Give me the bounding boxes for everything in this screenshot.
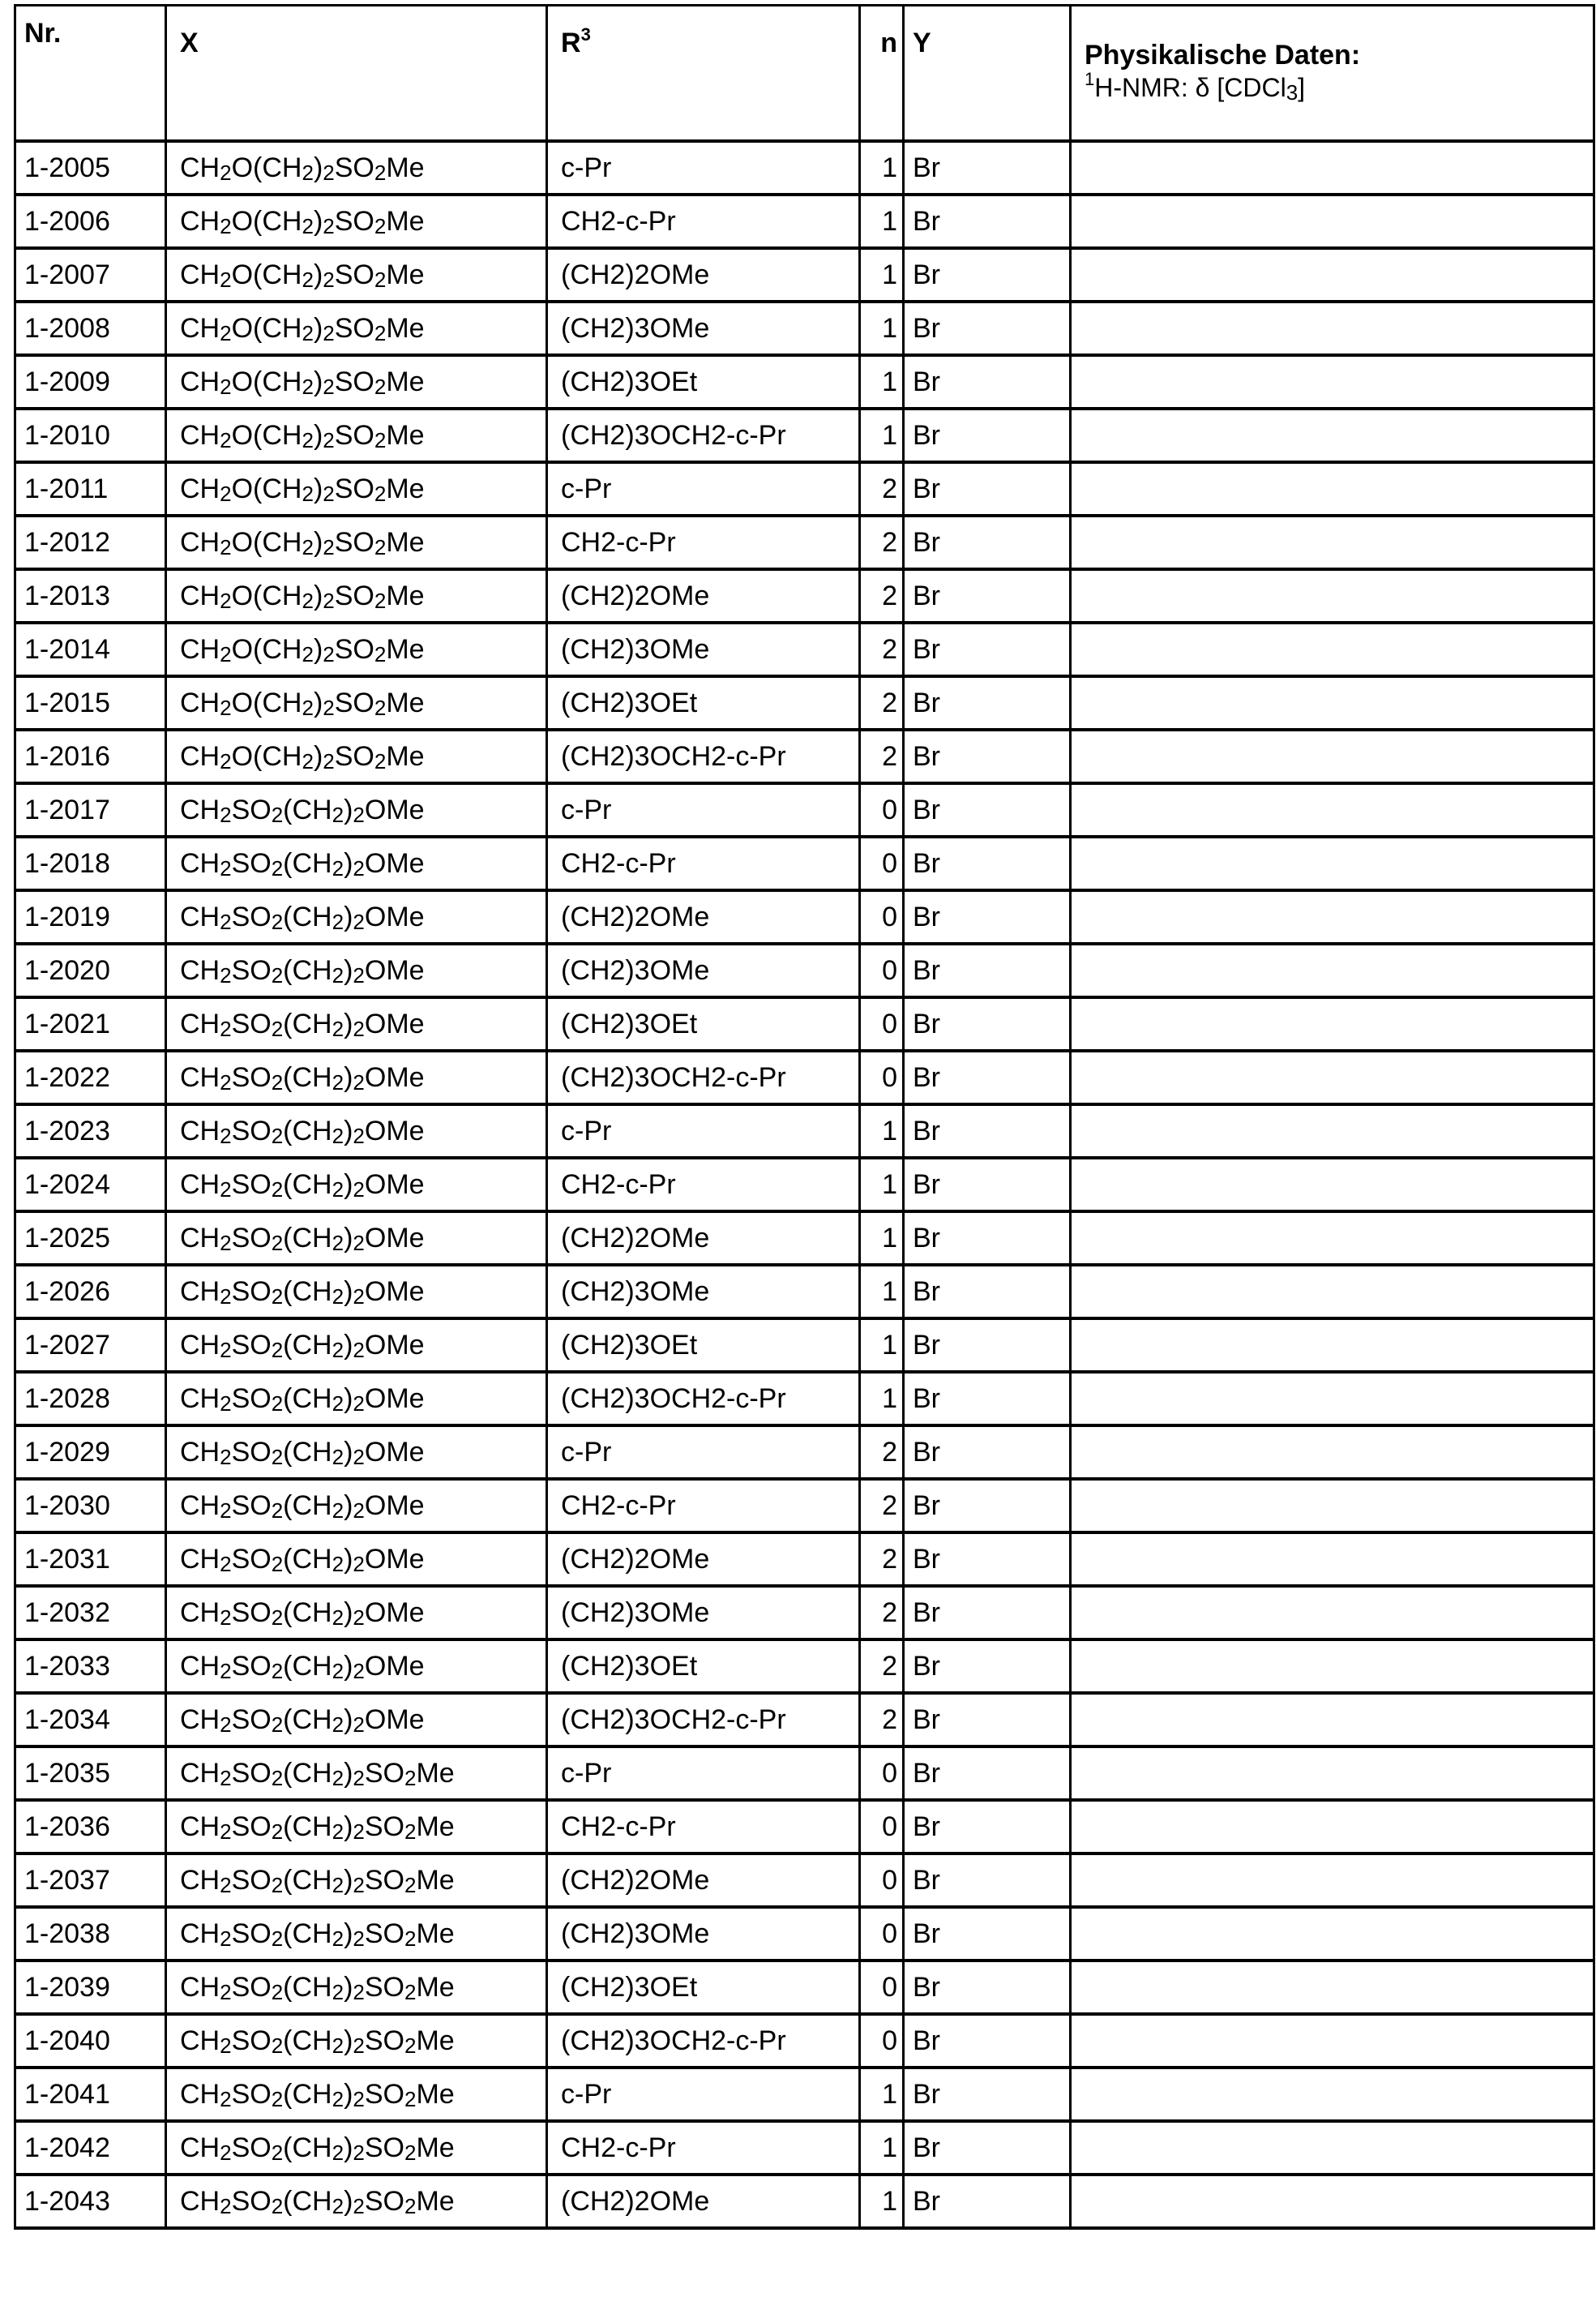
cell-n: 0 xyxy=(860,1907,904,1961)
cell-x: CH2SO2(CH2)2OMe xyxy=(166,1104,547,1158)
cell-x: CH2SO2(CH2)2SO2Me xyxy=(166,1907,547,1961)
cell-n: 0 xyxy=(860,783,904,837)
cell-y: Br xyxy=(904,1800,1071,1853)
cell-physical-data xyxy=(1071,783,1594,837)
cell-nr: 1-2024 xyxy=(15,1158,166,1211)
cell-physical-data xyxy=(1071,516,1594,569)
cell-nr: 1-2012 xyxy=(15,516,166,569)
cell-n: 2 xyxy=(860,569,904,623)
cell-r3: (CH2)3OCH2-c-Pr xyxy=(547,409,860,462)
cell-r3: (CH2)2OMe xyxy=(547,2175,860,2228)
header-r3-sup: 3 xyxy=(581,24,591,45)
cell-r3: (CH2)3OEt xyxy=(547,1639,860,1693)
cell-physical-data xyxy=(1071,569,1594,623)
cell-y: Br xyxy=(904,783,1071,837)
cell-y: Br xyxy=(904,409,1071,462)
cell-x: CH2SO2(CH2)2OMe xyxy=(166,1479,547,1532)
cell-x: CH2SO2(CH2)2SO2Me xyxy=(166,1961,547,2014)
cell-r3: (CH2)3OMe xyxy=(547,944,860,997)
cell-r3: c-Pr xyxy=(547,462,860,516)
cell-nr: 1-2011 xyxy=(15,462,166,516)
cell-y: Br xyxy=(904,1318,1071,1372)
cell-nr: 1-2018 xyxy=(15,837,166,890)
cell-r3: (CH2)3OMe xyxy=(547,1586,860,1639)
cell-n: 1 xyxy=(860,1318,904,1372)
cell-r3: (CH2)3OEt xyxy=(547,997,860,1051)
cell-nr: 1-2040 xyxy=(15,2014,166,2068)
cell-nr: 1-2019 xyxy=(15,890,166,944)
cell-r3: (CH2)3OCH2-c-Pr xyxy=(547,730,860,783)
table-row xyxy=(15,1479,1594,1532)
cell-n: 1 xyxy=(860,2068,904,2121)
cell-r3: c-Pr xyxy=(547,1425,860,1479)
cell-n: 1 xyxy=(860,2175,904,2228)
cell-physical-data xyxy=(1071,676,1594,730)
nmr-text: H-NMR: δ [CDCl xyxy=(1094,73,1286,102)
cell-y: Br xyxy=(904,2068,1071,2121)
cell-nr: 1-2038 xyxy=(15,1907,166,1961)
cell-x: CH2SO2(CH2)2OMe xyxy=(166,997,547,1051)
cell-physical-data xyxy=(1071,2175,1594,2228)
cell-physical-data xyxy=(1071,1158,1594,1211)
cell-n: 1 xyxy=(860,141,904,195)
cell-physical-data xyxy=(1071,462,1594,516)
table-row xyxy=(15,1265,1594,1318)
cell-r3: c-Pr xyxy=(547,2068,860,2121)
cell-x: CH2SO2(CH2)2OMe xyxy=(166,783,547,837)
table-row xyxy=(15,516,1594,569)
table-row xyxy=(15,248,1594,302)
cell-r3: CH2-c-Pr xyxy=(547,837,860,890)
cell-y: Br xyxy=(904,1853,1071,1907)
cell-x: CH2SO2(CH2)2OMe xyxy=(166,1318,547,1372)
cell-physical-data xyxy=(1071,837,1594,890)
cell-y: Br xyxy=(904,2014,1071,2068)
cell-x: CH2O(CH2)2SO2Me xyxy=(166,141,547,195)
cell-y: Br xyxy=(904,1479,1071,1532)
cell-n: 2 xyxy=(860,1639,904,1693)
cell-y: Br xyxy=(904,1051,1071,1104)
cell-nr: 1-2034 xyxy=(15,1693,166,1746)
cell-nr: 1-2008 xyxy=(15,302,166,355)
cell-r3: (CH2)3OCH2-c-Pr xyxy=(547,1372,860,1425)
cell-physical-data xyxy=(1071,409,1594,462)
header-x: X xyxy=(166,6,547,142)
cell-physical-data xyxy=(1071,2121,1594,2175)
cell-r3: (CH2)3OMe xyxy=(547,1907,860,1961)
cell-x: CH2SO2(CH2)2OMe xyxy=(166,1265,547,1318)
cell-physical-data xyxy=(1071,1372,1594,1425)
cell-nr: 1-2039 xyxy=(15,1961,166,2014)
cell-x: CH2SO2(CH2)2OMe xyxy=(166,1372,547,1425)
cell-x: CH2SO2(CH2)2SO2Me xyxy=(166,2014,547,2068)
cell-nr: 1-2005 xyxy=(15,141,166,195)
cell-y: Br xyxy=(904,1532,1071,1586)
table-row xyxy=(15,462,1594,516)
cell-r3: (CH2)3OCH2-c-Pr xyxy=(547,1051,860,1104)
cell-nr: 1-2013 xyxy=(15,569,166,623)
cell-x: CH2SO2(CH2)2OMe xyxy=(166,837,547,890)
cell-physical-data xyxy=(1071,195,1594,248)
cell-n: 1 xyxy=(860,195,904,248)
cell-physical-data xyxy=(1071,1907,1594,1961)
cell-nr: 1-2021 xyxy=(15,997,166,1051)
table-row xyxy=(15,676,1594,730)
cell-y: Br xyxy=(904,1586,1071,1639)
cell-r3: CH2-c-Pr xyxy=(547,1158,860,1211)
cell-x: CH2SO2(CH2)2OMe xyxy=(166,1693,547,1746)
cell-n: 2 xyxy=(860,1425,904,1479)
cell-physical-data xyxy=(1071,141,1594,195)
cell-nr: 1-2015 xyxy=(15,676,166,730)
cell-x: CH2O(CH2)2SO2Me xyxy=(166,569,547,623)
cell-r3: (CH2)2OMe xyxy=(547,569,860,623)
cell-nr: 1-2027 xyxy=(15,1318,166,1372)
table-row xyxy=(15,890,1594,944)
table-row xyxy=(15,1104,1594,1158)
cell-r3: (CH2)3OEt xyxy=(547,1318,860,1372)
cell-n: 1 xyxy=(860,1211,904,1265)
cell-y: Br xyxy=(904,1746,1071,1800)
cell-r3: (CH2)3OEt xyxy=(547,676,860,730)
table-row xyxy=(15,1800,1594,1853)
cell-y: Br xyxy=(904,623,1071,676)
cell-x: CH2O(CH2)2SO2Me xyxy=(166,409,547,462)
cell-physical-data xyxy=(1071,997,1594,1051)
cell-nr: 1-2014 xyxy=(15,623,166,676)
table-row xyxy=(15,1639,1594,1693)
cell-n: 1 xyxy=(860,248,904,302)
table-row xyxy=(15,1532,1594,1586)
cell-y: Br xyxy=(904,516,1071,569)
table-row xyxy=(15,783,1594,837)
cell-r3: CH2-c-Pr xyxy=(547,2121,860,2175)
cell-y: Br xyxy=(904,2175,1071,2228)
cell-x: CH2SO2(CH2)2OMe xyxy=(166,1211,547,1265)
table-row xyxy=(15,1961,1594,2014)
cell-r3: CH2-c-Pr xyxy=(547,516,860,569)
table-row xyxy=(15,1907,1594,1961)
cell-y: Br xyxy=(904,1372,1071,1425)
cell-n: 0 xyxy=(860,1853,904,1907)
physical-data-title: Physikalische Daten: xyxy=(1085,40,1360,71)
table-row xyxy=(15,302,1594,355)
cell-y: Br xyxy=(904,355,1071,409)
cell-r3: CH2-c-Pr xyxy=(547,1479,860,1532)
cell-nr: 1-2017 xyxy=(15,783,166,837)
cell-nr: 1-2041 xyxy=(15,2068,166,2121)
cell-x: CH2SO2(CH2)2OMe xyxy=(166,1425,547,1479)
table-row xyxy=(15,1318,1594,1372)
cell-x: CH2O(CH2)2SO2Me xyxy=(166,462,547,516)
cell-n: 0 xyxy=(860,1051,904,1104)
cell-y: Br xyxy=(904,1639,1071,1693)
cell-y: Br xyxy=(904,1265,1071,1318)
cell-x: CH2SO2(CH2)2SO2Me xyxy=(166,2068,547,2121)
cell-r3: (CH2)3OEt xyxy=(547,355,860,409)
cell-y: Br xyxy=(904,890,1071,944)
cell-r3: c-Pr xyxy=(547,1104,860,1158)
table-row xyxy=(15,1372,1594,1425)
cell-y: Br xyxy=(904,676,1071,730)
table-row xyxy=(15,837,1594,890)
cell-n: 1 xyxy=(860,355,904,409)
cell-physical-data xyxy=(1071,1318,1594,1372)
cell-nr: 1-2028 xyxy=(15,1372,166,1425)
header-n: n xyxy=(860,6,904,142)
cell-n: 0 xyxy=(860,1746,904,1800)
cell-physical-data xyxy=(1071,248,1594,302)
table-row xyxy=(15,409,1594,462)
cell-n: 0 xyxy=(860,837,904,890)
table-row xyxy=(15,623,1594,676)
cell-y: Br xyxy=(904,569,1071,623)
cell-n: 2 xyxy=(860,462,904,516)
cell-y: Br xyxy=(904,302,1071,355)
cell-x: CH2SO2(CH2)2SO2Me xyxy=(166,1800,547,1853)
cell-physical-data xyxy=(1071,2068,1594,2121)
cell-r3: c-Pr xyxy=(547,783,860,837)
cell-n: 1 xyxy=(860,1265,904,1318)
cell-r3: (CH2)3OCH2-c-Pr xyxy=(547,1693,860,1746)
cell-n: 2 xyxy=(860,1532,904,1586)
cell-x: CH2O(CH2)2SO2Me xyxy=(166,195,547,248)
cell-nr: 1-2010 xyxy=(15,409,166,462)
table-row xyxy=(15,1693,1594,1746)
table-row xyxy=(15,1853,1594,1907)
cell-nr: 1-2032 xyxy=(15,1586,166,1639)
cell-r3: c-Pr xyxy=(547,141,860,195)
table-header xyxy=(15,6,1594,142)
header-physical-data xyxy=(1071,6,1594,142)
cell-x: CH2O(CH2)2SO2Me xyxy=(166,516,547,569)
cell-n: 2 xyxy=(860,676,904,730)
cell-n: 2 xyxy=(860,623,904,676)
cell-nr: 1-2022 xyxy=(15,1051,166,1104)
table-row xyxy=(15,997,1594,1051)
cell-r3: (CH2)2OMe xyxy=(547,1211,860,1265)
cell-r3: (CH2)3OMe xyxy=(547,302,860,355)
cell-physical-data xyxy=(1071,730,1594,783)
cell-physical-data xyxy=(1071,302,1594,355)
table-row xyxy=(15,1211,1594,1265)
nmr-subtitle xyxy=(1085,71,1593,104)
cell-n: 0 xyxy=(860,2014,904,2068)
cell-nr: 1-2033 xyxy=(15,1639,166,1693)
cell-r3: c-Pr xyxy=(547,1746,860,1800)
cell-n: 1 xyxy=(860,302,904,355)
cell-y: Br xyxy=(904,462,1071,516)
cell-r3: (CH2)2OMe xyxy=(547,890,860,944)
cell-nr: 1-2023 xyxy=(15,1104,166,1158)
cell-x: CH2O(CH2)2SO2Me xyxy=(166,248,547,302)
cell-nr: 1-2007 xyxy=(15,248,166,302)
cell-n: 0 xyxy=(860,1961,904,2014)
cell-y: Br xyxy=(904,997,1071,1051)
cell-x: CH2O(CH2)2SO2Me xyxy=(166,355,547,409)
cell-n: 0 xyxy=(860,944,904,997)
cell-physical-data xyxy=(1071,1586,1594,1639)
cell-y: Br xyxy=(904,1425,1071,1479)
cell-nr: 1-2029 xyxy=(15,1425,166,1479)
cell-y: Br xyxy=(904,2121,1071,2175)
table-row xyxy=(15,1158,1594,1211)
cell-x: CH2SO2(CH2)2OMe xyxy=(166,1586,547,1639)
cell-physical-data xyxy=(1071,890,1594,944)
cell-nr: 1-2036 xyxy=(15,1800,166,1853)
cell-y: Br xyxy=(904,1104,1071,1158)
cell-x: CH2SO2(CH2)2OMe xyxy=(166,890,547,944)
cell-x: CH2SO2(CH2)2OMe xyxy=(166,1158,547,1211)
cell-x: CH2O(CH2)2SO2Me xyxy=(166,302,547,355)
table-row xyxy=(15,2014,1594,2068)
cell-x: CH2SO2(CH2)2OMe xyxy=(166,944,547,997)
cell-n: 2 xyxy=(860,730,904,783)
cell-y: Br xyxy=(904,141,1071,195)
cell-r3: (CH2)2OMe xyxy=(547,1853,860,1907)
cell-nr: 1-2020 xyxy=(15,944,166,997)
header-r3-base: R xyxy=(561,28,581,58)
cell-physical-data xyxy=(1071,1746,1594,1800)
cell-r3: (CH2)3OEt xyxy=(547,1961,860,2014)
cell-y: Br xyxy=(904,195,1071,248)
cell-x: CH2O(CH2)2SO2Me xyxy=(166,730,547,783)
cell-r3: CH2-c-Pr xyxy=(547,195,860,248)
table-body xyxy=(15,141,1594,2228)
table-row xyxy=(15,1586,1594,1639)
cell-n: 1 xyxy=(860,1158,904,1211)
cell-physical-data xyxy=(1071,1693,1594,1746)
cell-n: 2 xyxy=(860,516,904,569)
cell-n: 2 xyxy=(860,1586,904,1639)
cell-x: CH2SO2(CH2)2SO2Me xyxy=(166,2121,547,2175)
nmr-sub: 3 xyxy=(1286,80,1298,105)
cell-n: 1 xyxy=(860,409,904,462)
cell-physical-data xyxy=(1071,2014,1594,2068)
table-row xyxy=(15,730,1594,783)
cell-x: CH2SO2(CH2)2SO2Me xyxy=(166,2175,547,2228)
cell-physical-data xyxy=(1071,1051,1594,1104)
cell-n: 2 xyxy=(860,1693,904,1746)
cell-nr: 1-2026 xyxy=(15,1265,166,1318)
cell-r3: (CH2)3OCH2-c-Pr xyxy=(547,2014,860,2068)
table-row xyxy=(15,944,1594,997)
cell-n: 1 xyxy=(860,2121,904,2175)
cell-x: CH2SO2(CH2)2OMe xyxy=(166,1639,547,1693)
cell-nr: 1-2042 xyxy=(15,2121,166,2175)
cell-r3: CH2-c-Pr xyxy=(547,1800,860,1853)
cell-nr: 1-2030 xyxy=(15,1479,166,1532)
cell-n: 1 xyxy=(860,1104,904,1158)
table-row xyxy=(15,1051,1594,1104)
cell-x: CH2SO2(CH2)2SO2Me xyxy=(166,1746,547,1800)
cell-y: Br xyxy=(904,1211,1071,1265)
cell-nr: 1-2043 xyxy=(15,2175,166,2228)
cell-nr: 1-2016 xyxy=(15,730,166,783)
table-row xyxy=(15,2068,1594,2121)
table-row xyxy=(15,355,1594,409)
cell-physical-data xyxy=(1071,1532,1594,1586)
cell-physical-data xyxy=(1071,1211,1594,1265)
table-row xyxy=(15,1425,1594,1479)
cell-physical-data xyxy=(1071,1265,1594,1318)
cell-x: CH2SO2(CH2)2OMe xyxy=(166,1051,547,1104)
cell-r3: (CH2)3OMe xyxy=(547,623,860,676)
cell-nr: 1-2025 xyxy=(15,1211,166,1265)
header-r3 xyxy=(547,6,860,142)
cell-r3: (CH2)3OMe xyxy=(547,1265,860,1318)
cell-n: 0 xyxy=(860,890,904,944)
cell-physical-data xyxy=(1071,623,1594,676)
cell-n: 1 xyxy=(860,1372,904,1425)
cell-n: 0 xyxy=(860,997,904,1051)
cell-nr: 1-2037 xyxy=(15,1853,166,1907)
table-row xyxy=(15,2175,1594,2228)
header-y: Y xyxy=(904,6,1071,142)
cell-y: Br xyxy=(904,1961,1071,2014)
table-row xyxy=(15,195,1594,248)
cell-x: CH2SO2(CH2)2OMe xyxy=(166,1532,547,1586)
table-row xyxy=(15,2121,1594,2175)
cell-nr: 1-2035 xyxy=(15,1746,166,1800)
cell-physical-data xyxy=(1071,1853,1594,1907)
cell-nr: 1-2009 xyxy=(15,355,166,409)
cell-physical-data xyxy=(1071,1639,1594,1693)
cell-x: CH2SO2(CH2)2SO2Me xyxy=(166,1853,547,1907)
cell-y: Br xyxy=(904,730,1071,783)
cell-r3: (CH2)2OMe xyxy=(547,248,860,302)
nmr-end: ] xyxy=(1298,73,1305,102)
cell-y: Br xyxy=(904,837,1071,890)
cell-physical-data xyxy=(1071,355,1594,409)
nmr-sup: 1 xyxy=(1085,69,1094,89)
cell-physical-data xyxy=(1071,944,1594,997)
cell-x: CH2O(CH2)2SO2Me xyxy=(166,676,547,730)
cell-physical-data xyxy=(1071,1425,1594,1479)
header-nr: Nr. xyxy=(15,6,166,142)
cell-x: CH2O(CH2)2SO2Me xyxy=(166,623,547,676)
cell-y: Br xyxy=(904,1693,1071,1746)
cell-nr: 1-2006 xyxy=(15,195,166,248)
compound-table xyxy=(14,4,1595,2230)
table-row xyxy=(15,569,1594,623)
cell-physical-data xyxy=(1071,1104,1594,1158)
cell-physical-data xyxy=(1071,1479,1594,1532)
cell-nr: 1-2031 xyxy=(15,1532,166,1586)
cell-y: Br xyxy=(904,1907,1071,1961)
cell-r3: (CH2)2OMe xyxy=(547,1532,860,1586)
cell-n: 2 xyxy=(860,1479,904,1532)
table-row xyxy=(15,1746,1594,1800)
cell-n: 0 xyxy=(860,1800,904,1853)
table-row xyxy=(15,141,1594,195)
cell-physical-data xyxy=(1071,1961,1594,2014)
cell-physical-data xyxy=(1071,1800,1594,1853)
cell-y: Br xyxy=(904,1158,1071,1211)
cell-y: Br xyxy=(904,944,1071,997)
cell-y: Br xyxy=(904,248,1071,302)
